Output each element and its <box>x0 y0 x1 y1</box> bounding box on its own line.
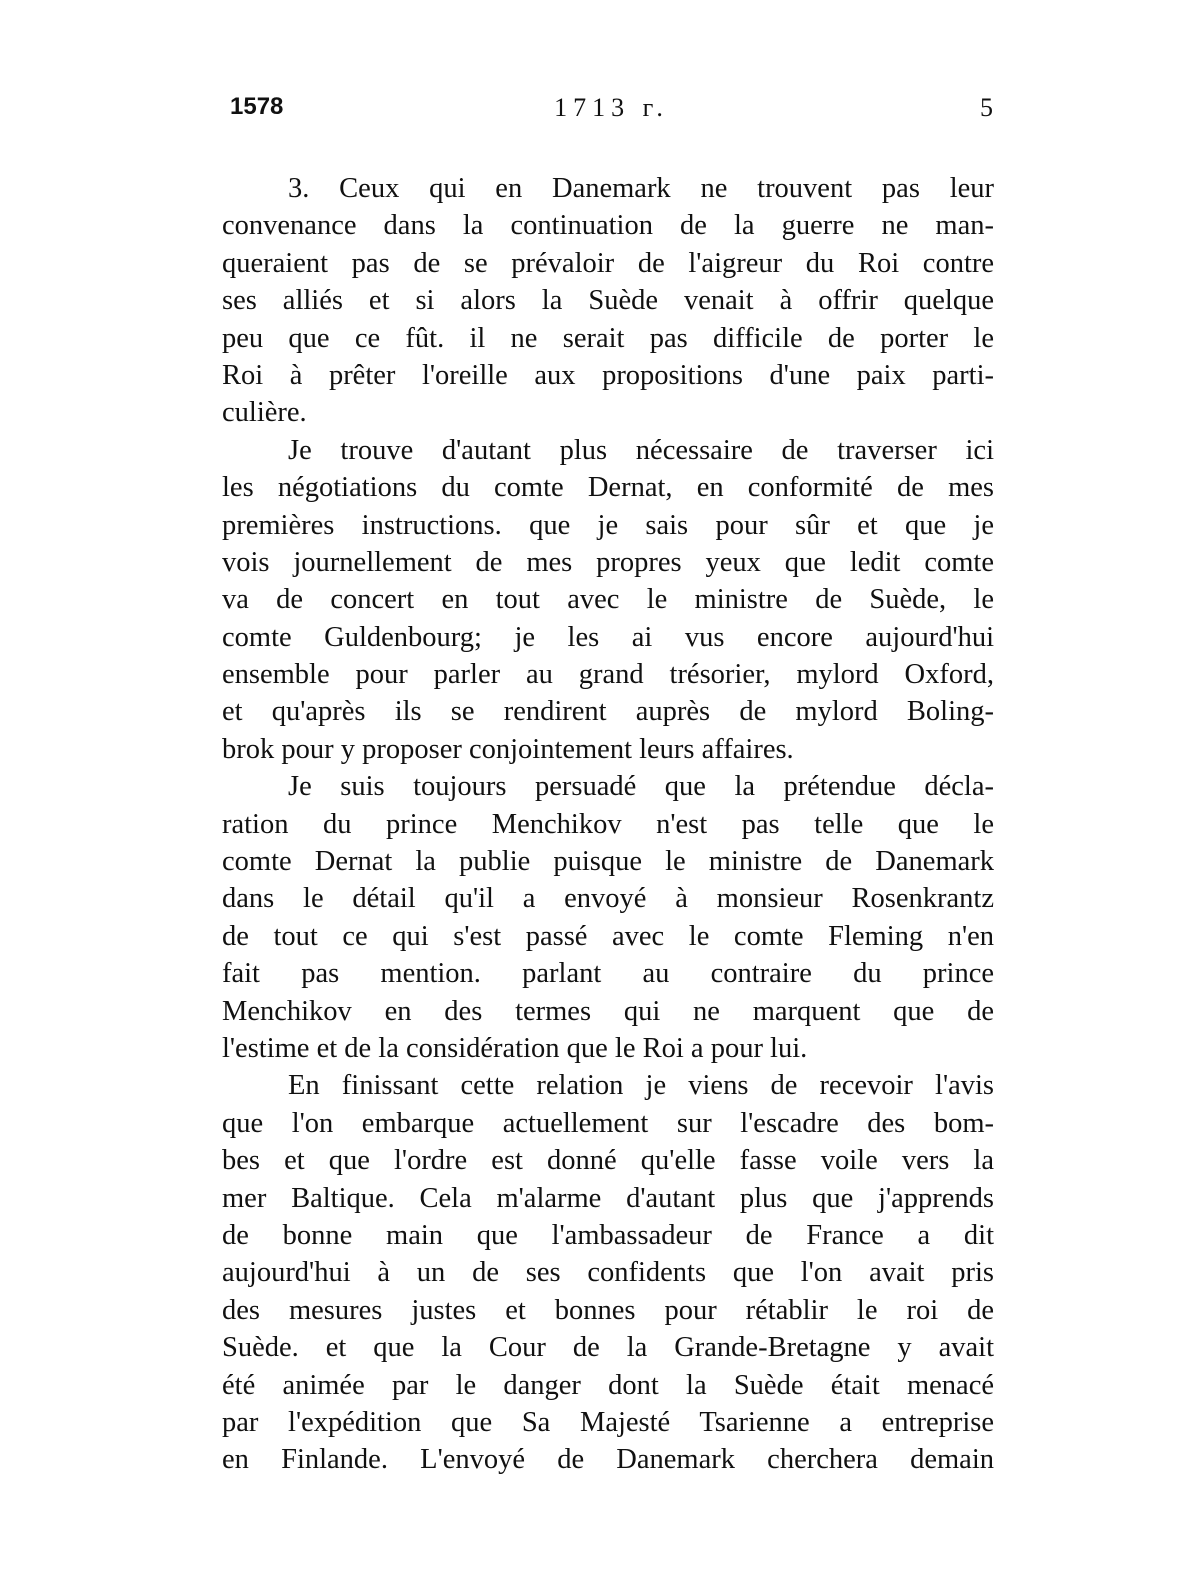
text-line: ensemble pour parler au grand trésorier, mylord Oxford, <box>222 659 994 691</box>
text-line: convenance dans la continuation de la guerre ne man- <box>222 210 994 242</box>
text-line: bes et que l'ordre est donné qu'elle fasse voile vers la <box>222 1145 994 1177</box>
text-line: 3. Ceux qui en Danemark ne trouvent pas leur <box>288 173 994 204</box>
text-line: aujourd'hui à un de ses confidents que l'on avait pris <box>222 1257 994 1289</box>
text-line: Je suis toujours persuadé que la prétendue décla- <box>288 771 994 803</box>
text-line: brok pour y proposer conjointement leurs affaires. <box>222 733 794 765</box>
text-line: Suède. et que la Cour de la Grande-Bretagne y avait <box>222 1332 994 1364</box>
text-line: les négotiations du comte Dernat, en conformité de mes <box>222 472 994 504</box>
text-line: Je trouve d'autant plus nécessaire de traverser ici <box>288 434 994 466</box>
text-line: va de concert en tout avec le ministre de Suède, le <box>222 584 994 616</box>
body-text <box>222 170 994 1479</box>
text-line: culière. <box>222 397 307 429</box>
text-line: Roi à prêter l'oreille aux propositions d'une paix parti- <box>222 359 994 391</box>
text-line: mer Baltique. Cela m'alarme d'autant plus que j'apprends <box>222 1182 994 1214</box>
text-line: premières instructions. que je sais pour sûr et que je <box>222 509 994 541</box>
text-line: en Finlande. L'envoyé de Danemark cherchera demain <box>222 1444 994 1476</box>
text-line: et qu'après ils se rendirent auprès de mylord Boling- <box>222 696 994 728</box>
text-line: été animée par le danger dont la Suède était menacé <box>222 1369 994 1401</box>
text-line: comte Guldenbourg; je les ai vus encore aujourd'hui <box>222 621 994 653</box>
document-number: 1578 <box>230 93 284 120</box>
text-line: comte Dernat la publie puisque le ministre de Danemark <box>222 846 994 878</box>
text-line: Menchikov en des termes qui ne marquent que de <box>222 995 994 1027</box>
text-line: que l'on embarque actuellement sur l'escadre des bom- <box>222 1107 994 1139</box>
paragraph-4 <box>222 1067 994 1478</box>
text-line: des mesures justes et bonnes pour rétablir le roi de <box>222 1294 994 1326</box>
text-line: dans le détail qu'il a envoyé à monsieur Rosenkrantz <box>222 883 994 915</box>
text-line: ration du prince Menchikov n'est pas telle que le <box>222 808 994 840</box>
text-line: ses alliés et si alors la Suède venait à offrir quelque <box>222 285 994 317</box>
text-line: par l'expédition que Sa Majesté Tsarienne a entreprise <box>222 1406 994 1438</box>
text-line: vois journellement de mes propres yeux que ledit comte <box>222 546 994 578</box>
year-heading: 1713 г. <box>554 93 669 122</box>
paragraph-2 <box>222 432 994 769</box>
paragraph-1 <box>222 170 994 432</box>
text-line: fait pas mention. parlant au contraire du prince <box>222 958 994 990</box>
text-line: de tout ce qui s'est passé avec le comte Fleming n'en <box>222 920 994 952</box>
text-line: l'estime et de la considération que le Roi a pour lui. <box>222 1032 808 1064</box>
page-header <box>230 93 993 129</box>
page-number: 5 <box>980 93 993 122</box>
text-line: queraient pas de se prévaloir de l'aigreur du Roi contre <box>222 247 994 279</box>
text-line: peu que ce fût. il ne serait pas difficile de porter le <box>222 322 994 354</box>
text-line: de bonne main que l'ambassadeur de France a dit <box>222 1219 994 1251</box>
paragraph-3 <box>222 768 994 1067</box>
text-line: En finissant cette relation je viens de recevoir l'avis <box>288 1070 994 1102</box>
